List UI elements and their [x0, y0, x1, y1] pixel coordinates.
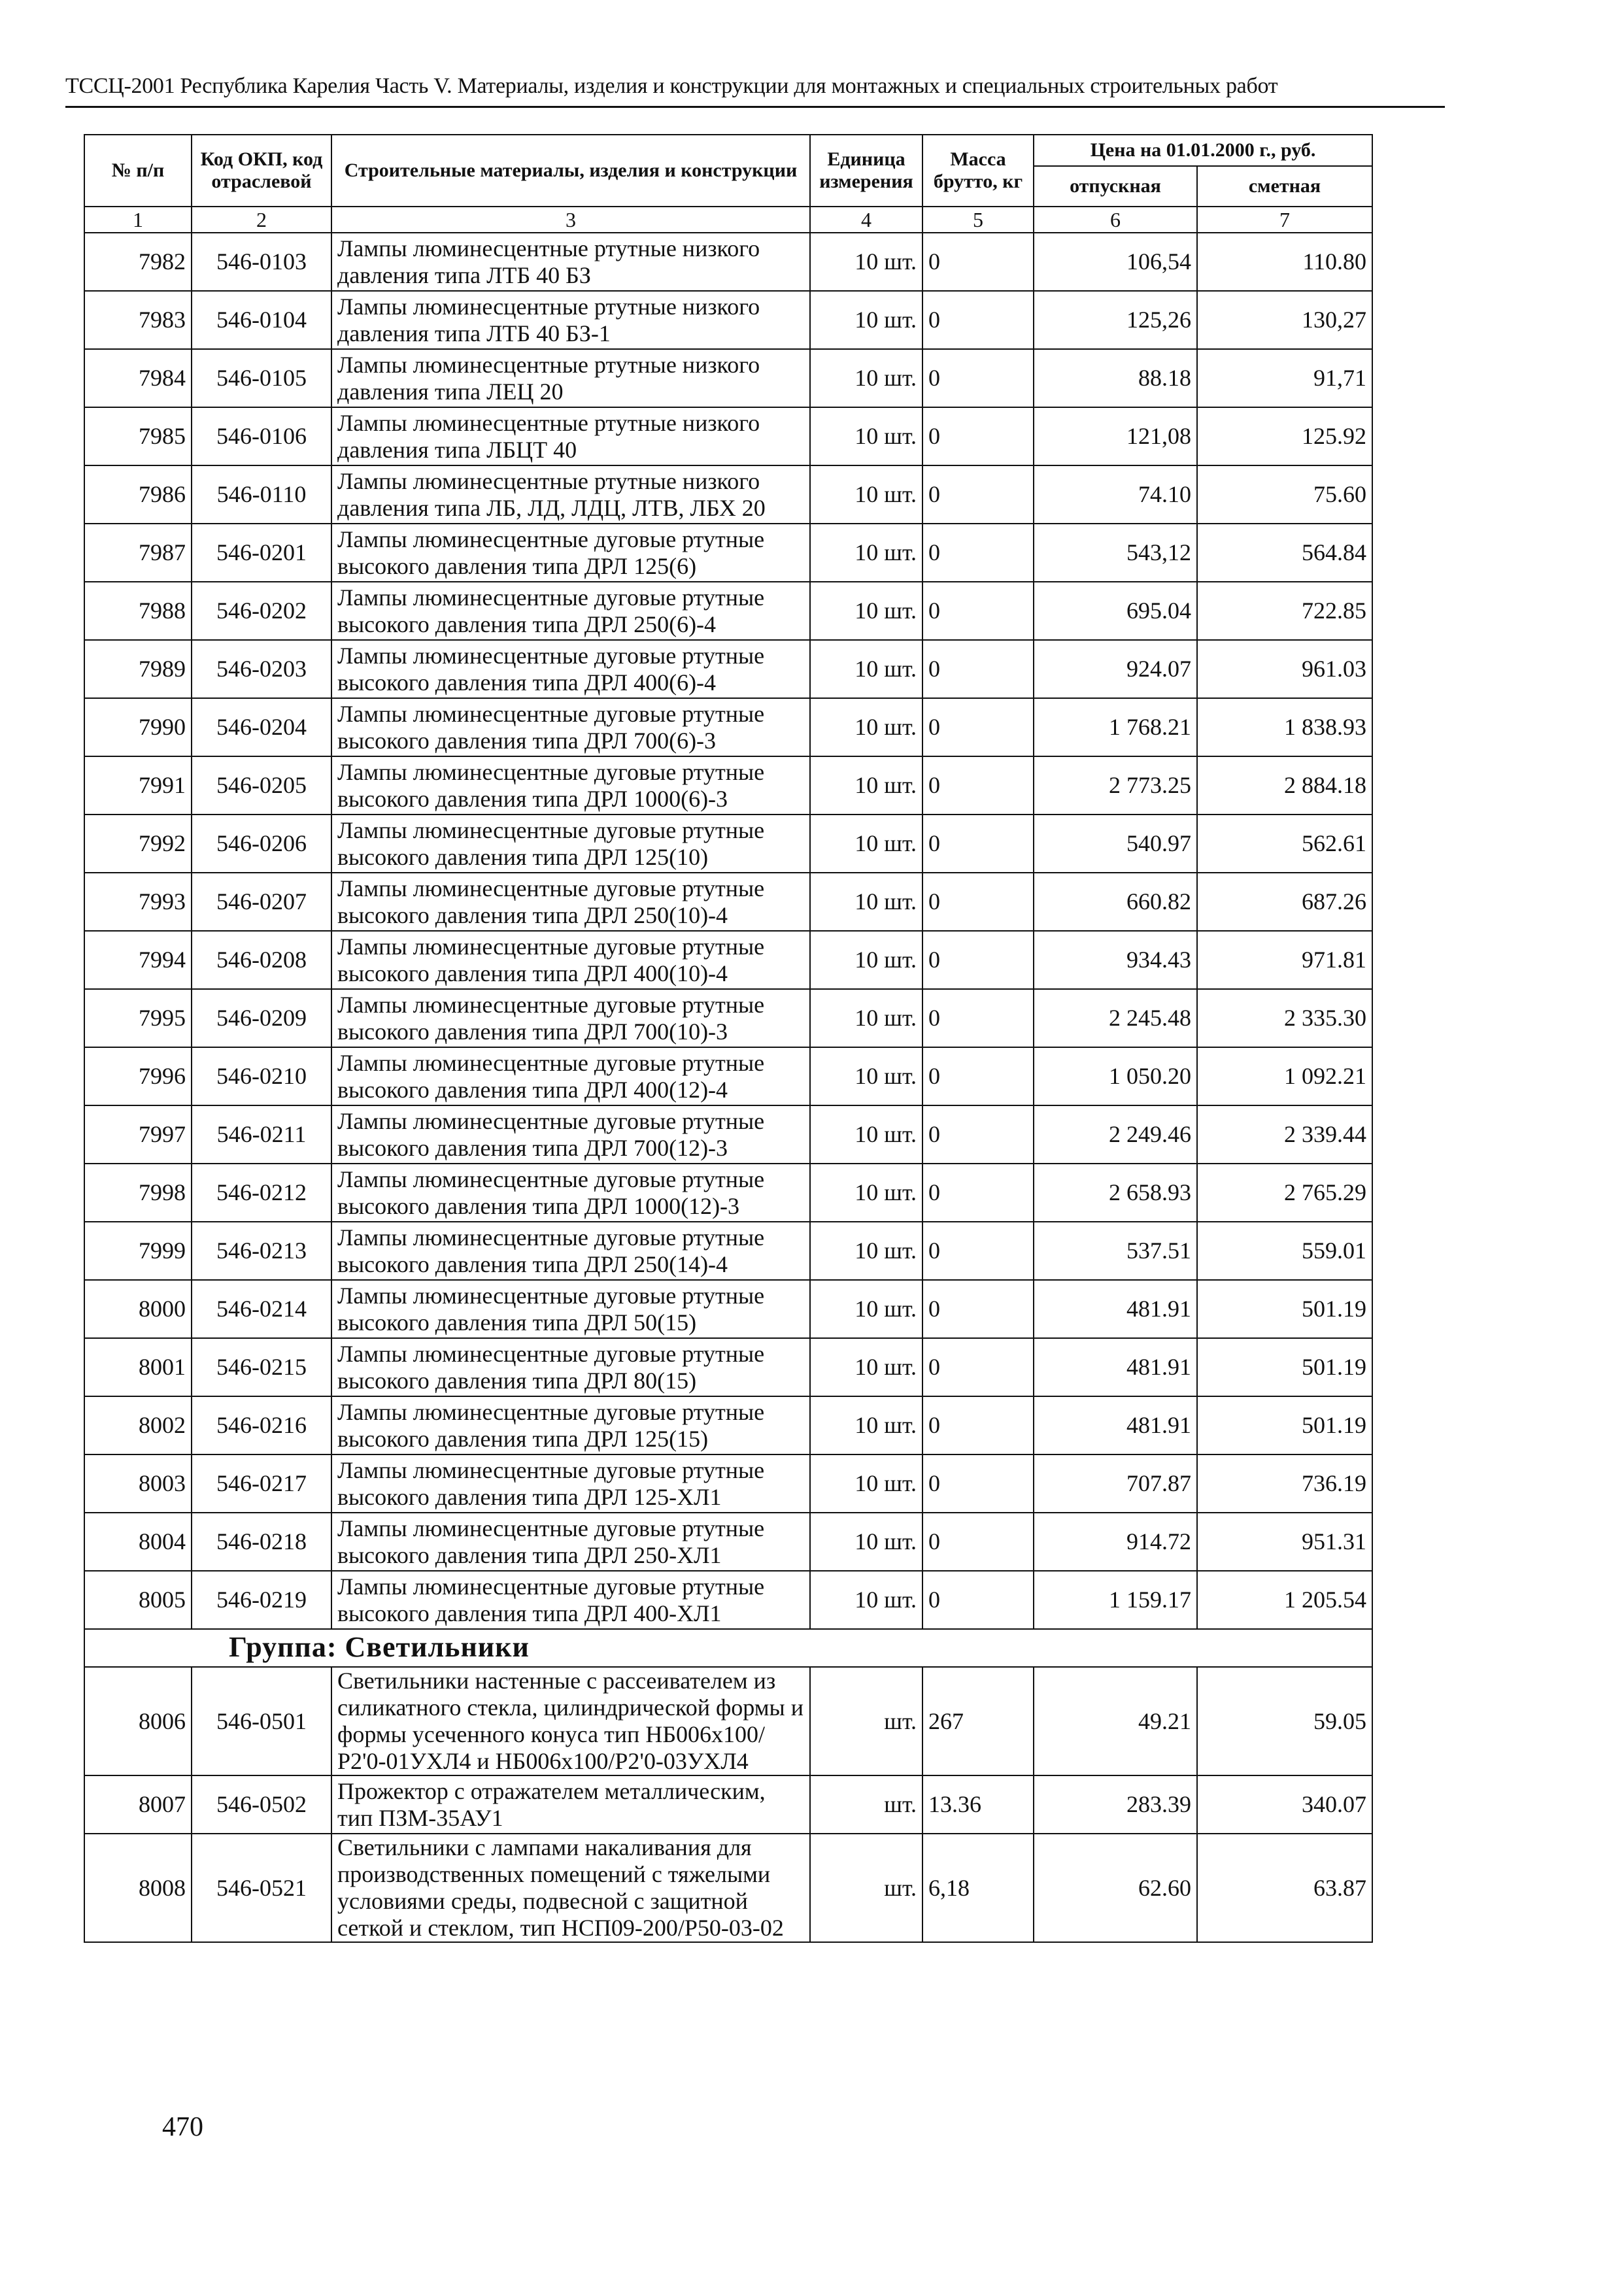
price-release: 540.97: [1034, 815, 1197, 873]
table-row: [84, 931, 1372, 989]
price-estimate: 501.19: [1197, 1280, 1372, 1338]
table-row: [84, 815, 1372, 873]
unit-of-measure: 10 шт.: [810, 1047, 922, 1105]
table-row: [84, 233, 1372, 291]
row-number: 8002: [84, 1396, 192, 1454]
unit-of-measure: 10 шт.: [810, 640, 922, 698]
row-number: 8006: [84, 1667, 192, 1775]
material-description: Лампы люминесцентные дуговые ртутные высокого давления типа ДРЛ 1000(12)-3: [331, 1164, 810, 1222]
gross-mass: 0: [922, 1164, 1034, 1222]
unit-of-measure: 10 шт.: [810, 1164, 922, 1222]
column-number: 7: [1197, 207, 1372, 233]
table-row: [84, 873, 1372, 931]
row-number: 7991: [84, 756, 192, 815]
price-estimate: 2 765.29: [1197, 1164, 1372, 1222]
unit-of-measure: 10 шт.: [810, 1280, 922, 1338]
okp-code: 546-0210: [192, 1047, 331, 1105]
material-description: Лампы люминесцентные дуговые ртутные высокого давления типа ДРЛ 700(12)-3: [331, 1105, 810, 1164]
gross-mass: 0: [922, 1222, 1034, 1280]
material-description: Лампы люминесцентные дуговые ртутные высокого давления типа ДРЛ 50(15): [331, 1280, 810, 1338]
table-row: [84, 1571, 1372, 1629]
table-row: [84, 756, 1372, 815]
header-mass: Масса брутто, кг: [922, 135, 1034, 207]
gross-mass: 0: [922, 640, 1034, 698]
material-description: Лампы люминесцентные ртутные низкого давления типа ЛБ, ЛД, ЛДЦ, ЛТВ, ЛБХ 20: [331, 465, 810, 524]
price-estimate: 75.60: [1197, 465, 1372, 524]
table-row: [84, 1164, 1372, 1222]
material-description: Лампы люминесцентные дуговые ртутные высокого давления типа ДРЛ 400-ХЛ1: [331, 1571, 810, 1629]
row-number: 7983: [84, 291, 192, 349]
price-release: 1 050.20: [1034, 1047, 1197, 1105]
group-cell: [84, 1629, 1372, 1667]
price-estimate: 951.31: [1197, 1513, 1372, 1571]
material-description: Лампы люминесцентные дуговые ртутные высокого давления типа ДРЛ 400(10)-4: [331, 931, 810, 989]
material-description: Лампы люминесцентные дуговые ртутные высокого давления типа ДРЛ 1000(6)-3: [331, 756, 810, 815]
price-release: 481.91: [1034, 1280, 1197, 1338]
gross-mass: 0: [922, 1280, 1034, 1338]
row-number: 7999: [84, 1222, 192, 1280]
table-row: [84, 1513, 1372, 1571]
column-number: 5: [922, 207, 1034, 233]
row-number: 7990: [84, 698, 192, 756]
page-header: ТССЦ-2001 Республика Карелия Часть V. Материалы, изделия и конструкции для монтажных и специальных строительных работ: [65, 74, 1278, 98]
gross-mass: 0: [922, 756, 1034, 815]
price-release: 1 159.17: [1034, 1571, 1197, 1629]
header-num: № п/п: [84, 135, 192, 207]
unit-of-measure: 10 шт.: [810, 1222, 922, 1280]
unit-of-measure: 10 шт.: [810, 349, 922, 407]
price-release: 914.72: [1034, 1513, 1197, 1571]
row-number: 7995: [84, 989, 192, 1047]
okp-code: 546-0216: [192, 1396, 331, 1454]
header-price-estimate: сметная: [1197, 166, 1372, 207]
price-estimate: 722.85: [1197, 582, 1372, 640]
table-row: [84, 349, 1372, 407]
price-release: 2 249.46: [1034, 1105, 1197, 1164]
unit-of-measure: 10 шт.: [810, 465, 922, 524]
table-row: [84, 1775, 1372, 1834]
price-estimate: 501.19: [1197, 1396, 1372, 1454]
price-estimate: 1 092.21: [1197, 1047, 1372, 1105]
okp-code: 546-0211: [192, 1105, 331, 1164]
material-description: Лампы люминесцентные дуговые ртутные высокого давления типа ДРЛ 125(10): [331, 815, 810, 873]
row-number: 7988: [84, 582, 192, 640]
price-release: 88.18: [1034, 349, 1197, 407]
material-description: Лампы люминесцентные дуговые ртутные высокого давления типа ДРЛ 400(12)-4: [331, 1047, 810, 1105]
okp-code: 546-0502: [192, 1775, 331, 1834]
row-number: 8003: [84, 1454, 192, 1513]
okp-code: 546-0214: [192, 1280, 331, 1338]
group-row: [84, 1629, 1372, 1667]
unit-of-measure: шт.: [810, 1775, 922, 1834]
price-estimate: 63.87: [1197, 1834, 1372, 1942]
unit-of-measure: 10 шт.: [810, 233, 922, 291]
price-estimate: 2 339.44: [1197, 1105, 1372, 1164]
header-rule: [65, 106, 1445, 108]
unit-of-measure: 10 шт.: [810, 931, 922, 989]
gross-mass: 0: [922, 582, 1034, 640]
unit-of-measure: 10 шт.: [810, 1513, 922, 1571]
price-release: 2 658.93: [1034, 1164, 1197, 1222]
gross-mass: 0: [922, 989, 1034, 1047]
okp-code: 546-0103: [192, 233, 331, 291]
material-description: Светильники настенные с рассеивателем из силикатного стекла, цилиндрической формы и формы усеченного конуса тип НБ006х100/Р2'0-01УХЛ4 и НБ006х100/Р2'0-03УХЛ4: [331, 1667, 810, 1775]
column-number: 6: [1034, 207, 1197, 233]
price-estimate: 340.07: [1197, 1775, 1372, 1834]
header-price-release: отпускная: [1034, 166, 1197, 207]
table-row: [84, 291, 1372, 349]
header-desc: Строительные материалы, изделия и конструкции: [331, 135, 810, 207]
price-release: 74.10: [1034, 465, 1197, 524]
okp-code: 546-0207: [192, 873, 331, 931]
gross-mass: 267: [922, 1667, 1034, 1775]
gross-mass: 0: [922, 233, 1034, 291]
unit-of-measure: 10 шт.: [810, 989, 922, 1047]
okp-code: 546-0201: [192, 524, 331, 582]
group-title: Группа: Светильники: [229, 1631, 530, 1663]
price-release: 707.87: [1034, 1454, 1197, 1513]
column-number: 1: [84, 207, 192, 233]
okp-code: 546-0213: [192, 1222, 331, 1280]
okp-code: 546-0104: [192, 291, 331, 349]
okp-code: 546-0110: [192, 465, 331, 524]
price-release: 1 768.21: [1034, 698, 1197, 756]
row-number: 7982: [84, 233, 192, 291]
table-row: [84, 524, 1372, 582]
table-row: [84, 1280, 1372, 1338]
unit-of-measure: 10 шт.: [810, 1338, 922, 1396]
row-number: 7986: [84, 465, 192, 524]
price-estimate: 130,27: [1197, 291, 1372, 349]
material-description: Лампы люминесцентные дуговые ртутные высокого давления типа ДРЛ 125(15): [331, 1396, 810, 1454]
okp-code: 546-0521: [192, 1834, 331, 1942]
gross-mass: 0: [922, 407, 1034, 465]
row-number: 8005: [84, 1571, 192, 1629]
row-number: 8001: [84, 1338, 192, 1396]
table-row: [84, 1222, 1372, 1280]
price-estimate: 125.92: [1197, 407, 1372, 465]
okp-code: 546-0204: [192, 698, 331, 756]
header-unit: Единица измерения: [810, 135, 922, 207]
table-row: [84, 1105, 1372, 1164]
price-release: 543,12: [1034, 524, 1197, 582]
table-row: [84, 1834, 1372, 1942]
gross-mass: 0: [922, 1454, 1034, 1513]
page-number: 470: [162, 2112, 203, 2142]
row-number: 8007: [84, 1775, 192, 1834]
row-number: 7992: [84, 815, 192, 873]
price-estimate: 687.26: [1197, 873, 1372, 931]
okp-code: 546-0215: [192, 1338, 331, 1396]
row-number: 7998: [84, 1164, 192, 1222]
price-estimate: 110.80: [1197, 233, 1372, 291]
unit-of-measure: 10 шт.: [810, 756, 922, 815]
price-release: 695.04: [1034, 582, 1197, 640]
gross-mass: 6,18: [922, 1834, 1034, 1942]
gross-mass: 0: [922, 815, 1034, 873]
price-release: 2 773.25: [1034, 756, 1197, 815]
table-row: [84, 1396, 1372, 1454]
material-description: Лампы люминесцентные дуговые ртутные высокого давления типа ДРЛ 700(10)-3: [331, 989, 810, 1047]
row-number: 7997: [84, 1105, 192, 1164]
price-release: 125,26: [1034, 291, 1197, 349]
table-body: [84, 207, 1372, 1942]
gross-mass: 0: [922, 524, 1034, 582]
okp-code: 546-0217: [192, 1454, 331, 1513]
material-description: Лампы люминесцентные дуговые ртутные высокого давления типа ДРЛ 250(14)-4: [331, 1222, 810, 1280]
column-numbers-row: [84, 207, 1372, 233]
price-estimate: 971.81: [1197, 931, 1372, 989]
material-description: Лампы люминесцентные дуговые ртутные высокого давления типа ДРЛ 250-ХЛ1: [331, 1513, 810, 1571]
gross-mass: 0: [922, 873, 1034, 931]
material-description: Лампы люминесцентные дуговые ртутные высокого давления типа ДРЛ 125(6): [331, 524, 810, 582]
row-number: 8004: [84, 1513, 192, 1571]
price-release: 121,08: [1034, 407, 1197, 465]
price-release: 62.60: [1034, 1834, 1197, 1942]
unit-of-measure: 10 шт.: [810, 524, 922, 582]
row-number: 7985: [84, 407, 192, 465]
gross-mass: 0: [922, 1571, 1034, 1629]
table-row: [84, 1454, 1372, 1513]
gross-mass: 0: [922, 1338, 1034, 1396]
price-release: 924.07: [1034, 640, 1197, 698]
gross-mass: 0: [922, 698, 1034, 756]
gross-mass: 0: [922, 291, 1034, 349]
okp-code: 546-0501: [192, 1667, 331, 1775]
okp-code: 546-0202: [192, 582, 331, 640]
row-number: 8008: [84, 1834, 192, 1942]
price-release: 537.51: [1034, 1222, 1197, 1280]
material-description: Лампы люминесцентные ртутные низкого давления типа ЛБЦТ 40: [331, 407, 810, 465]
okp-code: 546-0218: [192, 1513, 331, 1571]
price-release: 481.91: [1034, 1396, 1197, 1454]
unit-of-measure: 10 шт.: [810, 291, 922, 349]
header-code: Код ОКП, код отраслевой: [192, 135, 331, 207]
table-row: [84, 698, 1372, 756]
material-description: Лампы люминесцентные ртутные низкого давления типа ЛЕЦ 20: [331, 349, 810, 407]
price-release: 660.82: [1034, 873, 1197, 931]
price-estimate: 2 884.18: [1197, 756, 1372, 815]
okp-code: 546-0205: [192, 756, 331, 815]
row-number: 7994: [84, 931, 192, 989]
unit-of-measure: 10 шт.: [810, 1454, 922, 1513]
gross-mass: 13.36: [922, 1775, 1034, 1834]
material-description: Лампы люминесцентные дуговые ртутные высокого давления типа ДРЛ 250(6)-4: [331, 582, 810, 640]
gross-mass: 0: [922, 1396, 1034, 1454]
price-release: 2 245.48: [1034, 989, 1197, 1047]
material-description: Светильники с лампами накаливания для производственных помещений с тяжелыми условиями среды, подвесной с защитной сеткой и стеклом, тип НСП09-200/Р50-03-02: [331, 1834, 810, 1942]
row-number: 7996: [84, 1047, 192, 1105]
material-description: Прожектор с отражателем металлическим, тип ПЗМ-35АУ1: [331, 1775, 810, 1834]
price-estimate: 562.61: [1197, 815, 1372, 873]
unit-of-measure: 10 шт.: [810, 1396, 922, 1454]
price-release: 49.21: [1034, 1667, 1197, 1775]
price-estimate: 564.84: [1197, 524, 1372, 582]
table-row: [84, 1667, 1372, 1775]
unit-of-measure: 10 шт.: [810, 582, 922, 640]
table-row: [84, 1338, 1372, 1396]
material-description: Лампы люминесцентные ртутные низкого давления типа ЛТБ 40 БЗ-1: [331, 291, 810, 349]
row-number: 7987: [84, 524, 192, 582]
okp-code: 546-0209: [192, 989, 331, 1047]
material-description: Лампы люминесцентные дуговые ртутные высокого давления типа ДРЛ 125-ХЛ1: [331, 1454, 810, 1513]
unit-of-measure: шт.: [810, 1667, 922, 1775]
unit-of-measure: 10 шт.: [810, 1571, 922, 1629]
row-number: 8000: [84, 1280, 192, 1338]
gross-mass: 0: [922, 1047, 1034, 1105]
price-release: 934.43: [1034, 931, 1197, 989]
okp-code: 546-0105: [192, 349, 331, 407]
price-estimate: 559.01: [1197, 1222, 1372, 1280]
table-row: [84, 407, 1372, 465]
price-release: 106,54: [1034, 233, 1197, 291]
price-estimate: 2 335.30: [1197, 989, 1372, 1047]
row-number: 7984: [84, 349, 192, 407]
unit-of-measure: 10 шт.: [810, 1105, 922, 1164]
column-number: 3: [331, 207, 810, 233]
table-row: [84, 582, 1372, 640]
price-estimate: 1 838.93: [1197, 698, 1372, 756]
gross-mass: 0: [922, 931, 1034, 989]
unit-of-measure: 10 шт.: [810, 698, 922, 756]
gross-mass: 0: [922, 1513, 1034, 1571]
okp-code: 546-0208: [192, 931, 331, 989]
price-release: 283.39: [1034, 1775, 1197, 1834]
price-estimate: 91,71: [1197, 349, 1372, 407]
unit-of-measure: 10 шт.: [810, 407, 922, 465]
material-description: Лампы люминесцентные дуговые ртутные высокого давления типа ДРЛ 700(6)-3: [331, 698, 810, 756]
table-row: [84, 1047, 1372, 1105]
price-estimate: 961.03: [1197, 640, 1372, 698]
row-number: 7993: [84, 873, 192, 931]
gross-mass: 0: [922, 349, 1034, 407]
price-estimate: 1 205.54: [1197, 1571, 1372, 1629]
okp-code: 546-0206: [192, 815, 331, 873]
price-table: [84, 134, 1373, 1943]
column-number: 4: [810, 207, 922, 233]
unit-of-measure: шт.: [810, 1834, 922, 1942]
row-number: 7989: [84, 640, 192, 698]
price-estimate: 501.19: [1197, 1338, 1372, 1396]
gross-mass: 0: [922, 465, 1034, 524]
okp-code: 546-0106: [192, 407, 331, 465]
okp-code: 546-0219: [192, 1571, 331, 1629]
material-description: Лампы люминесцентные дуговые ртутные высокого давления типа ДРЛ 250(10)-4: [331, 873, 810, 931]
header-price-group: Цена на 01.01.2000 г., руб.: [1034, 135, 1372, 166]
material-description: Лампы люминесцентные дуговые ртутные высокого давления типа ДРЛ 400(6)-4: [331, 640, 810, 698]
table-row: [84, 989, 1372, 1047]
column-number: 2: [192, 207, 331, 233]
gross-mass: 0: [922, 1105, 1034, 1164]
price-estimate: 736.19: [1197, 1454, 1372, 1513]
material-description: Лампы люминесцентные дуговые ртутные высокого давления типа ДРЛ 80(15): [331, 1338, 810, 1396]
table-row: [84, 640, 1372, 698]
price-estimate: 59.05: [1197, 1667, 1372, 1775]
unit-of-measure: 10 шт.: [810, 815, 922, 873]
table-row: [84, 465, 1372, 524]
price-release: 481.91: [1034, 1338, 1197, 1396]
material-description: Лампы люминесцентные ртутные низкого давления типа ЛТБ 40 БЗ: [331, 233, 810, 291]
okp-code: 546-0212: [192, 1164, 331, 1222]
unit-of-measure: 10 шт.: [810, 873, 922, 931]
okp-code: 546-0203: [192, 640, 331, 698]
